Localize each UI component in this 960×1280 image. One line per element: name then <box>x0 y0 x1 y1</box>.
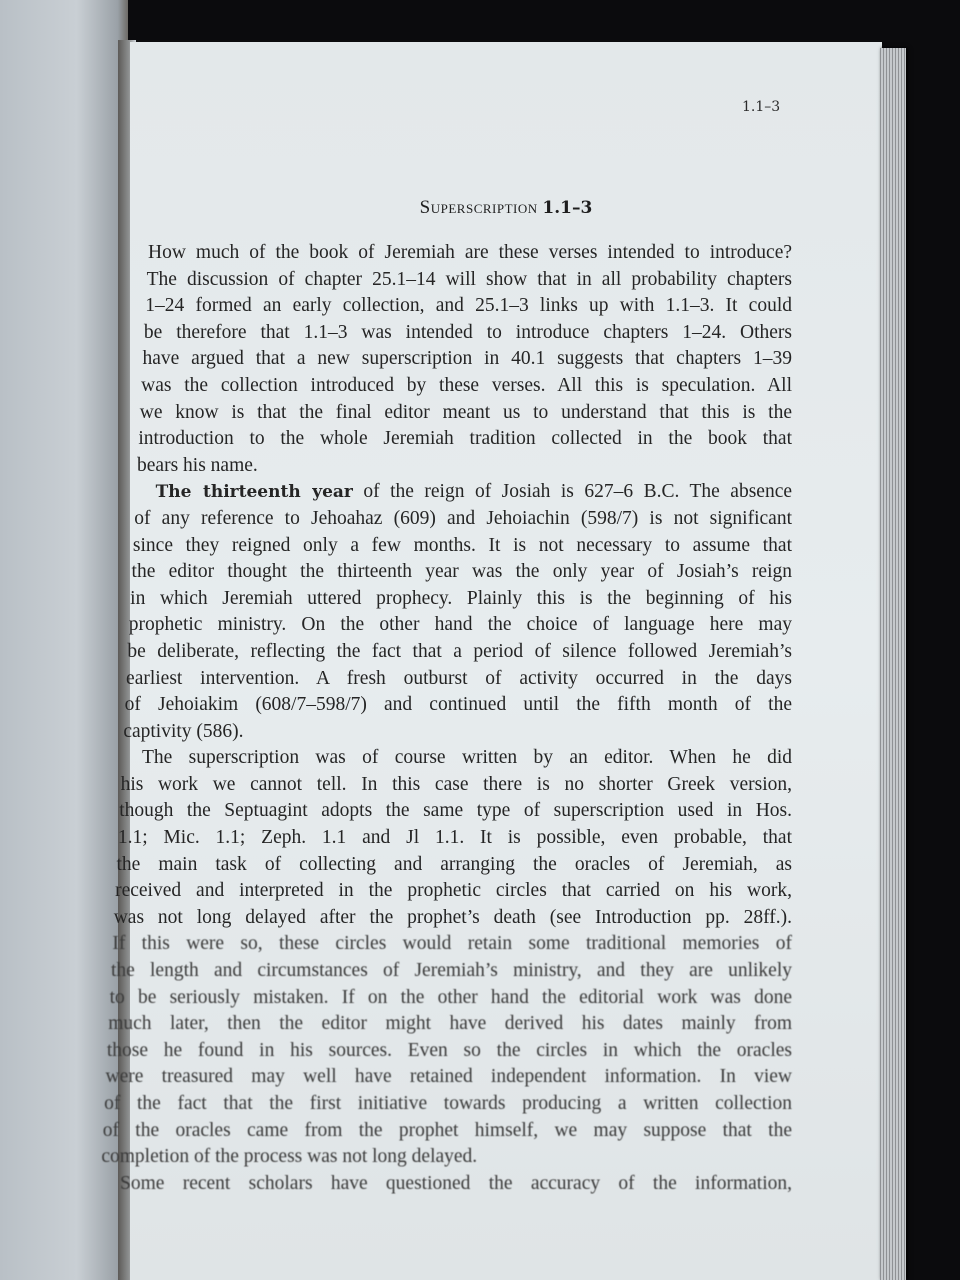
text-line <box>100 692 792 719</box>
text-line <box>100 1038 792 1065</box>
line-text: How much of the book of Jeremiah are these verses intended to introduce? <box>148 242 792 263</box>
text-line <box>100 240 792 267</box>
line-text: be therefore that 1.1–3 was intended to introduce chapters 1–24. Others <box>143 321 792 343</box>
text-line <box>100 745 792 772</box>
text-line <box>100 1171 792 1198</box>
text-line <box>100 267 792 294</box>
text-line <box>100 958 792 985</box>
text-line <box>100 666 792 693</box>
paragraph <box>100 745 792 1171</box>
line-text: much later, then the editor might have derived his dates mainly from <box>108 1013 792 1035</box>
line-text: though the Septuagint adopts the same type of superscription used in Hos. <box>119 800 792 822</box>
text-line <box>100 533 792 560</box>
text-line <box>100 719 792 746</box>
line-text: the editor thought the thirteenth year was the only year of Josiah’s reign <box>131 561 792 583</box>
text-line <box>100 825 792 852</box>
paragraph <box>100 479 792 745</box>
text-line <box>100 559 792 586</box>
text-line <box>100 293 792 320</box>
line-text: were treasured may well have retained independent information. In view <box>105 1066 792 1088</box>
text-line <box>100 798 792 825</box>
text-line <box>100 985 792 1012</box>
line-text: his work we cannot tell. In this case there is no shorter Greek version, <box>120 773 792 795</box>
text-line <box>100 426 792 453</box>
text-line <box>100 320 792 347</box>
text-line <box>100 1144 792 1171</box>
line-text: The superscription was of course written by an editor. When he did <box>141 747 792 769</box>
line-text: prophetic ministry. On the other hand the choice of language here may <box>128 614 792 636</box>
text-line <box>100 400 792 427</box>
lead-phrase: The thirteenth year <box>155 482 353 503</box>
text-line <box>100 479 792 506</box>
text-line <box>100 453 792 480</box>
line-text: Some recent scholars have questioned the accuracy of the information, <box>120 1172 792 1194</box>
line-text: If this were so, these circles would retain some traditional memories of <box>112 933 792 955</box>
line-text: since they reigned only a few months. It is not necessary to assume that <box>132 534 792 556</box>
line-text: of the oracles came from the prophet himself, we may suppose that the <box>102 1119 792 1141</box>
line-text: introduction to the whole Jeremiah tradition collected in the book that <box>138 428 792 450</box>
page-edges <box>880 48 906 1280</box>
section-title <box>130 197 882 219</box>
line-text: earliest intervention. A fresh outburst of activity occurred in the days <box>126 667 792 689</box>
line-text: 1–24 formed an early collection, and 25.1–3 links up with 1.1–3. It could <box>145 295 792 317</box>
line-text: captivity (586). <box>123 720 244 742</box>
text-line <box>100 878 792 905</box>
line-text: be deliberate, reflecting the fact that a period of silence followed Jeremiah’s <box>127 640 792 662</box>
line-text: 1.1; Mic. 1.1; Zeph. 1.1 and Jl 1.1. It is possible, even probable, that <box>117 827 792 849</box>
line-text: in which Jeremiah uttered prophecy. Plainly this is the beginning of his <box>130 587 792 609</box>
line-text: completion of the process was not long delayed. <box>101 1146 478 1168</box>
line-text: of Jehoiakim (608/7–598/7) and continued until the fifth month of the <box>124 694 792 716</box>
text-line <box>100 639 792 666</box>
text-line <box>100 1064 792 1091</box>
line-text: of the reign of Josiah is 627–6 B.C. The absence <box>352 481 793 503</box>
running-head: 1.1–3 <box>742 99 781 115</box>
line-text: those he found in his sources. Even so the circles in which the oracles <box>106 1039 792 1061</box>
line-text: have argued that a new superscription in 40.1 suggests that chapters 1–39 <box>142 348 792 370</box>
text-line <box>100 931 792 958</box>
section-title-word: Superscription <box>419 197 538 218</box>
line-text: the main task of collecting and arranging the oracles of Jeremiah, as <box>116 853 792 875</box>
line-text: was the collection introduced by these verses. All this is speculation. All <box>141 374 792 396</box>
text-line <box>100 373 792 400</box>
section-title-ref: 1.1–3 <box>542 198 593 218</box>
text-line <box>100 612 792 639</box>
line-text: the length and circumstances of Jeremiah’s ministry, and they are unlikely <box>110 960 792 982</box>
line-text: to be seriously mistaken. If on the other hand the editorial work was done <box>109 986 792 1008</box>
line-text: of any reference to Jehoahaz (609) and Jehoiachin (598/7) is not significant <box>134 507 792 529</box>
text-line <box>100 852 792 879</box>
text-line <box>100 346 792 373</box>
line-text: was not long delayed after the prophet’s death (see Introduction pp. 28ff.). <box>113 906 792 928</box>
line-text: The discussion of chapter 25.1–14 will show that in all probability chapters <box>146 268 792 290</box>
line-text: of the fact that the first initiative towards producing a written collection <box>104 1093 792 1114</box>
line-text: bears his name. <box>137 454 258 476</box>
text-line <box>100 1011 792 1038</box>
text-line <box>100 506 792 533</box>
paragraph <box>100 240 792 479</box>
text-line <box>100 1118 792 1145</box>
text-line <box>100 905 792 932</box>
text-line <box>100 586 792 613</box>
text-line <box>100 1091 792 1118</box>
body-text <box>100 240 792 1197</box>
text-line <box>100 772 792 799</box>
line-text: received and interpreted in the prophetic circles that carried on his work, <box>115 880 792 902</box>
paragraph <box>100 1171 792 1198</box>
line-text: we know is that the final editor meant us to understand that this is the <box>139 401 792 423</box>
